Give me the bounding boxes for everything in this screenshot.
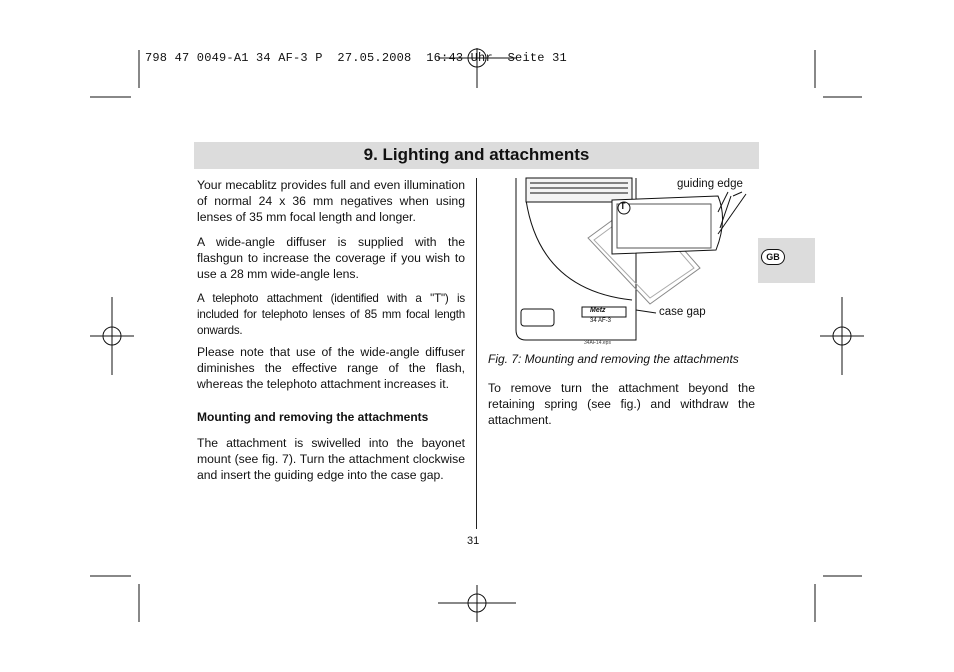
paragraph-wide-angle: A wide-angle diffuser is supplied with the flashgun to increase the coverage if you wish to use a 28 mm wide-angle lens. [197,235,465,281]
paragraph-range-note: Please note that use of the wide-angle diffuser diminishes the effective range of the flash, whereas the telephoto attachment increases it. [197,345,465,391]
figure-caption: Fig. 7: Mounting and removing the attachments [488,352,739,366]
language-badge: GB [761,249,785,265]
model-label: 34 AF-3 [590,318,612,324]
brand-logo: Metz [590,307,606,314]
flash-head-top [526,178,632,202]
subheading-mounting: Mounting and removing the attachments [197,410,429,424]
page-number: 31 [467,535,480,547]
file-reference: 34AF14.eps [584,340,611,346]
paragraph-illumination: Your mecablitz provides full and even illumination of normal 24 x 36 mm negatives when using lenses of 35 mm focal length and longer. [197,178,465,224]
paragraph-removing: To remove turn the attachment beyond the retaining spring (see fig.) and withdraw the attachment. [488,381,755,427]
print-header: 798 47 0049-A1 34 AF-3 P 27.05.2008 16:43 Uhr Seite 31 [145,51,567,65]
telephoto-mark: T [620,201,626,211]
paragraph-mounting: The attachment is swivelled into the bayonet mount (see fig. 7). Turn the attachment clockwise and insert the guiding edge into the case gap. [197,436,465,482]
label-guiding-edge: guiding edge [677,178,743,190]
paragraph-telephoto: A telephoto attachment (identified with a "T") is included for telephoto lenses of 85 mm focal length onwards. [197,292,465,337]
section-title: 9. Lighting and attachments [363,145,590,164]
label-case-gap: case gap [659,306,706,318]
flash-window [521,309,554,326]
